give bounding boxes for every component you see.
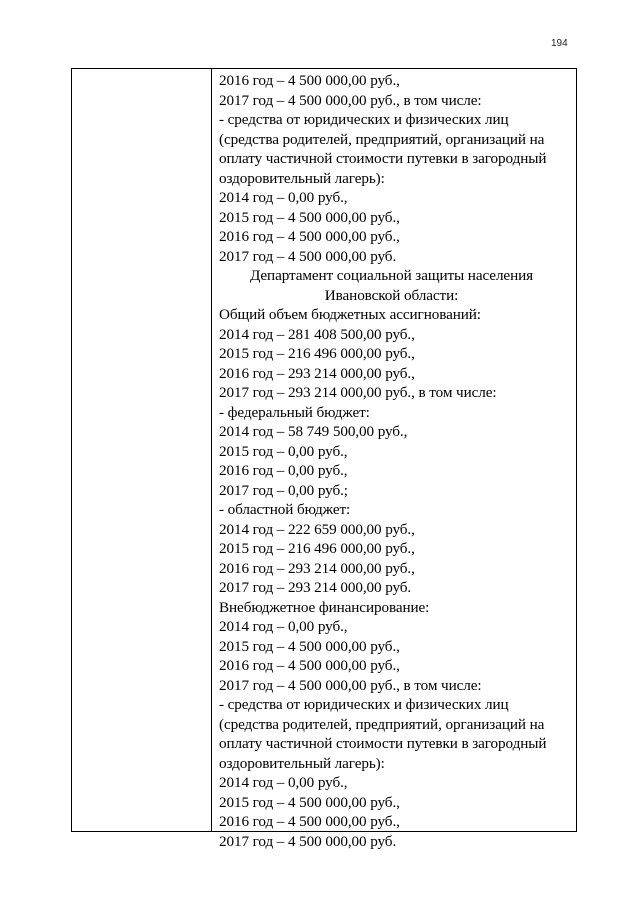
text-line: - средства от юридических и физических лиц: [219, 111, 509, 128]
text-line: 2016 год – 4 500 000,00 руб.,: [219, 657, 400, 674]
page-number: 194: [551, 38, 568, 49]
text-line: 2015 год – 216 496 000,00 руб.,: [219, 345, 415, 362]
text-line: 2015 год – 0,00 руб.,: [219, 442, 348, 460]
text-line: 2015 год – 216 496 000,00 руб.,: [219, 540, 415, 557]
text-line: (средства родителей, предприятий, организаций на: [219, 715, 545, 733]
document-table: [71, 68, 577, 850]
text-line: 2017 год – 4 500 000,00 руб., в том числе:: [219, 91, 482, 109]
text-line: 2014 год – 281 408 500,00 руб.,: [219, 325, 415, 343]
text-line: 2016 год – 4 500 000,00 руб.,: [219, 228, 400, 245]
text-line: 2015 год – 4 500 000,00 руб.,: [219, 208, 400, 226]
text-line: 2016 год – 0,00 руб.,: [219, 462, 348, 479]
text-line: 2017 год – 4 500 000,00 руб., в том числе:: [219, 676, 482, 694]
text-line: 2015 год – 4 500 000,00 руб.,: [219, 793, 400, 811]
text-line: 2016 год – 4 500 000,00 руб.,: [219, 72, 400, 89]
text-line: 2014 год – 0,00 руб.,: [219, 618, 348, 635]
text-line: 2017 год – 4 500 000,00 руб.: [219, 832, 397, 850]
text-line: (средства родителей, предприятий, организаций на: [219, 130, 545, 148]
text-line: оздоровительный лагерь):: [219, 754, 385, 772]
text-line: оплату частичной стоимости путевки в загородный: [219, 735, 547, 752]
table-left-column: [72, 69, 212, 831]
text-line: Ивановской области:: [324, 286, 459, 304]
text-line: Департамент социальной защиты населения: [249, 267, 534, 284]
text-line: 2015 год – 4 500 000,00 руб.,: [219, 637, 400, 655]
text-line: оздоровительный лагерь):: [219, 169, 385, 187]
text-line: 2016 год – 293 214 000,00 руб.,: [219, 559, 415, 577]
text-line: оплату частичной стоимости путевки в загородный: [219, 150, 547, 167]
text-line: 2017 год – 0,00 руб.;: [219, 481, 348, 499]
text-line: 2017 год – 293 214 000,00 руб., в том числе:: [219, 384, 497, 401]
text-line: - областной бюджет:: [219, 501, 351, 518]
text-line: 2016 год – 4 500 000,00 руб.,: [219, 813, 400, 830]
text-line: - средства от юридических и физических лиц: [219, 696, 509, 713]
text-line: 2014 год – 0,00 руб.,: [219, 189, 348, 206]
text-line: 2016 год – 293 214 000,00 руб.,: [219, 364, 415, 382]
text-line: 2017 год – 4 500 000,00 руб.: [219, 247, 397, 265]
text-line: 2014 год – 0,00 руб.,: [219, 774, 348, 791]
text-line: 2014 год – 222 659 000,00 руб.,: [219, 520, 415, 538]
text-line: 2017 год – 293 214 000,00 руб.: [219, 579, 412, 596]
text-line: Внебюджетное финансирование:: [219, 598, 430, 616]
text-line: Общий объем бюджетных ассигнований:: [219, 306, 481, 323]
text-line: - федеральный бюджет:: [219, 403, 370, 421]
table-right-column: [219, 71, 564, 851]
text-line: 2014 год – 58 749 500,00 руб.,: [219, 423, 408, 440]
